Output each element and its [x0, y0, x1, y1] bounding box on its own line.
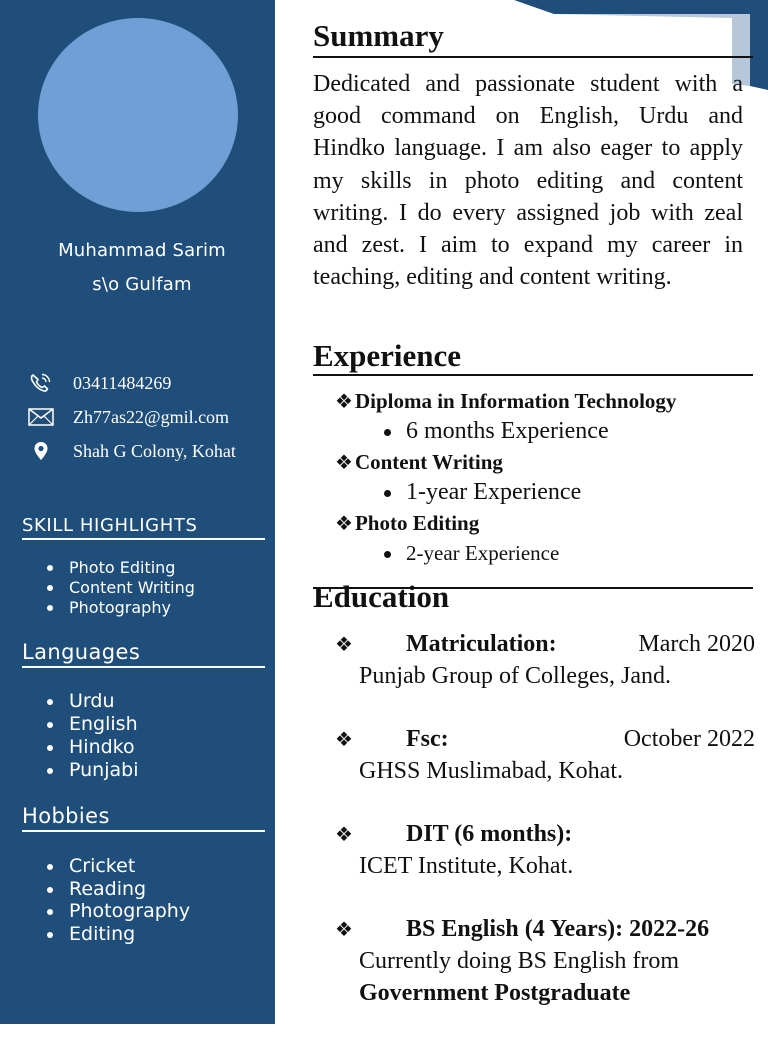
education-item-head	[335, 913, 755, 945]
list-item: Urdu	[23, 690, 138, 713]
list-item: Content Writing	[23, 578, 195, 598]
summary-text: Dedicated and passionate student with a good command on English, Urdu and Hindko language. I am also eager to apply my skills in photo editing and content writing. I do every assigned job with zeal and zest. I aim to expand my career in teaching, editing and content writing.	[313, 71, 743, 291]
education-institution-bold-text: Government Postgraduate	[359, 980, 631, 1006]
envelope-icon	[28, 407, 54, 427]
education-date: March 2020	[638, 631, 755, 657]
education-degree: Matriculation:	[406, 631, 557, 657]
education-institution: Currently doing BS English from	[359, 948, 679, 974]
contact-phone	[28, 366, 273, 400]
diamond-bullet-icon: ❖	[335, 822, 353, 846]
contact-address	[28, 434, 273, 468]
list-item: Photography	[23, 900, 190, 923]
education-degree: Fsc:	[406, 726, 449, 752]
diamond-bullet-icon: ❖	[335, 917, 353, 941]
list-item: English	[23, 713, 138, 736]
education-item	[335, 913, 755, 1009]
education-item-head	[335, 818, 755, 850]
list-item: Photo Editing	[23, 558, 195, 578]
list-item: Punjabi	[23, 759, 138, 782]
contact-info	[28, 366, 273, 468]
experience-title-text: Content Writing	[354, 450, 503, 474]
phone-number[interactable]: 03411484269	[73, 372, 172, 393]
education-institution-bold	[335, 977, 755, 1009]
profile-name	[0, 234, 284, 302]
profile-name-line1: Muhammad Sarim	[58, 240, 226, 261]
languages-list	[23, 690, 138, 782]
profile-photo	[38, 18, 238, 212]
experience-title-text: Photo Editing	[354, 511, 480, 535]
experience-item-title	[335, 508, 755, 538]
experience-item-title	[335, 447, 755, 477]
experience-heading: Experience	[313, 338, 753, 376]
experience-item-detail: 1-year Experience	[335, 477, 755, 508]
summary-heading: Summary	[313, 16, 753, 58]
education-institution: GHSS Muslimabad, Kohat.	[359, 758, 623, 784]
email-address[interactable]: Zh77as22@gmil.com	[73, 406, 230, 427]
list-item: Reading	[23, 878, 190, 901]
education-degree: DIT (6 months):	[406, 821, 573, 847]
education-item-head	[335, 628, 755, 660]
education-institution: ICET Institute, Kohat.	[359, 853, 574, 879]
sidebar	[0, 0, 275, 1024]
contact-email	[28, 400, 273, 434]
list-item: Cricket	[23, 855, 190, 878]
phone-icon	[28, 373, 54, 393]
education-item-head	[335, 723, 755, 755]
education-item	[335, 818, 755, 882]
education-list	[335, 628, 755, 1040]
skills-heading: SKILL HIGHLIGHTS	[22, 515, 265, 540]
address-text: Shah G Colony, Kohat	[73, 440, 236, 461]
diamond-bullet-icon: ❖	[335, 389, 353, 413]
education-heading: Education	[313, 579, 450, 614]
education-item	[335, 723, 755, 787]
list-item: Editing	[23, 923, 190, 946]
education-degree: BS English (4 Years): 2022-26	[406, 916, 710, 942]
skills-list	[23, 558, 195, 618]
location-pin-icon	[28, 441, 54, 461]
hobbies-list	[23, 855, 190, 945]
diamond-bullet-icon: ❖	[335, 727, 353, 751]
experience-item-title	[335, 386, 755, 416]
experience-item-detail: 2-year Experience	[335, 538, 755, 568]
diamond-bullet-icon: ❖	[335, 511, 353, 535]
education-item	[335, 628, 755, 692]
experience-list	[335, 386, 755, 568]
diamond-bullet-icon: ❖	[335, 450, 353, 474]
experience-title-text: Diploma in Information Technology	[354, 389, 677, 413]
diamond-bullet-icon: ❖	[335, 632, 353, 656]
list-item: Hindko	[23, 736, 138, 759]
education-institution: Punjab Group of Colleges, Jand.	[359, 663, 671, 689]
list-item: Photography	[23, 598, 195, 618]
experience-item-detail: 6 months Experience	[335, 416, 755, 447]
profile-name-line2: s\o Gulfam	[92, 274, 192, 295]
education-date: October 2022	[623, 726, 755, 752]
languages-heading: Languages	[22, 640, 265, 668]
hobbies-heading: Hobbies	[22, 804, 265, 832]
